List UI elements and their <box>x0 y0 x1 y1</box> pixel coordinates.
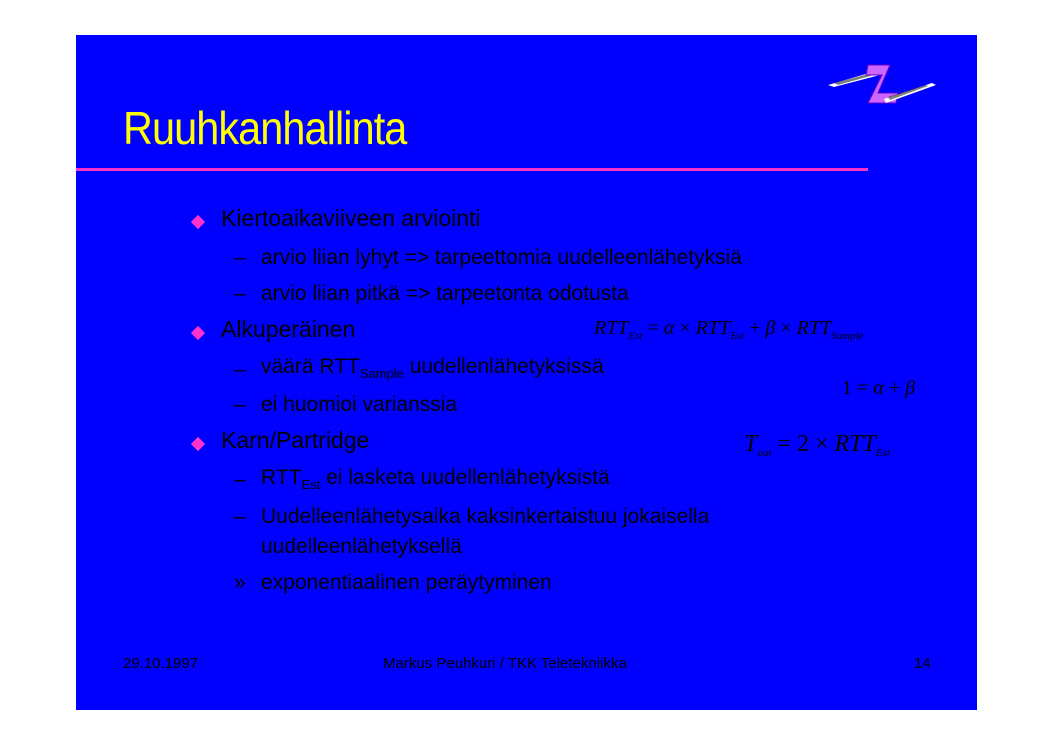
level-3-marker: » <box>234 571 246 594</box>
dash-marker: – <box>234 505 246 528</box>
bullet-1-sub-2: arvio liian pitkä => tarpeetonta odotusta <box>261 282 629 305</box>
formula-timeout: $T_{out} = 2 \times RTT_{Est}$ <box>744 431 890 459</box>
sub-text-post: uudellenlähetyksissä <box>403 355 604 378</box>
bullet-marker <box>191 326 205 340</box>
bullet-2-sub-2: ei huomioi varianssia <box>261 393 458 416</box>
formula-rtt-est: $RTT_{Est} = \alpha \times RTT_{Est} + \beta \times RTT_{Sample}$ <box>594 317 864 342</box>
dash-marker: – <box>234 282 246 305</box>
dash-marker: – <box>234 393 246 416</box>
slide-title: Ruuhkanhallinta <box>123 102 407 154</box>
bullet-3-label: Karn/Partridge <box>221 427 370 453</box>
sub-text-pre: väärä RTT <box>261 355 360 378</box>
subscript: Est <box>301 477 321 492</box>
subscript: Sample <box>359 366 404 381</box>
footer-author: Markus Peuhkuri / TKK Teletekniikka <box>383 655 627 672</box>
sub-text-pre: RTT <box>261 466 302 489</box>
footer-date: 29.10.1997 <box>123 655 199 672</box>
bullet-1-label: Kiertoaikaviiveen arviointi <box>221 205 481 231</box>
bullet-marker <box>191 437 205 451</box>
formula-constraint: 1 = α + β <box>842 377 916 399</box>
bullet-1-sub-1: arvio liian lyhyt => tarpeettomia uudelleenlähetyksiä <box>261 246 742 269</box>
bullet-2-sub-1 <box>261 355 604 381</box>
dash-marker: – <box>234 358 246 381</box>
bullet-3-sub-3: exponentiaalinen peräytyminen <box>261 571 552 594</box>
bullet-marker <box>191 215 205 229</box>
logo-icon <box>828 63 938 107</box>
bullet-3-sub-2-line-2: uudelleenlähetyksellä <box>261 535 462 558</box>
bullet-3-sub-1 <box>261 466 610 492</box>
dash-marker: – <box>234 468 246 491</box>
dash-marker: – <box>234 246 246 269</box>
bullet-2-label: Alkuperäinen <box>221 316 356 342</box>
title-divider <box>76 168 868 171</box>
bullet-3-sub-2-line-1: Uudelleenlähetysaika kaksinkertaistuu jokaisella <box>261 505 710 528</box>
slide <box>76 35 977 710</box>
sub-text-post: ei lasketa uudellenlähetyksistä <box>320 466 610 489</box>
footer-page-number: 14 <box>914 655 931 672</box>
